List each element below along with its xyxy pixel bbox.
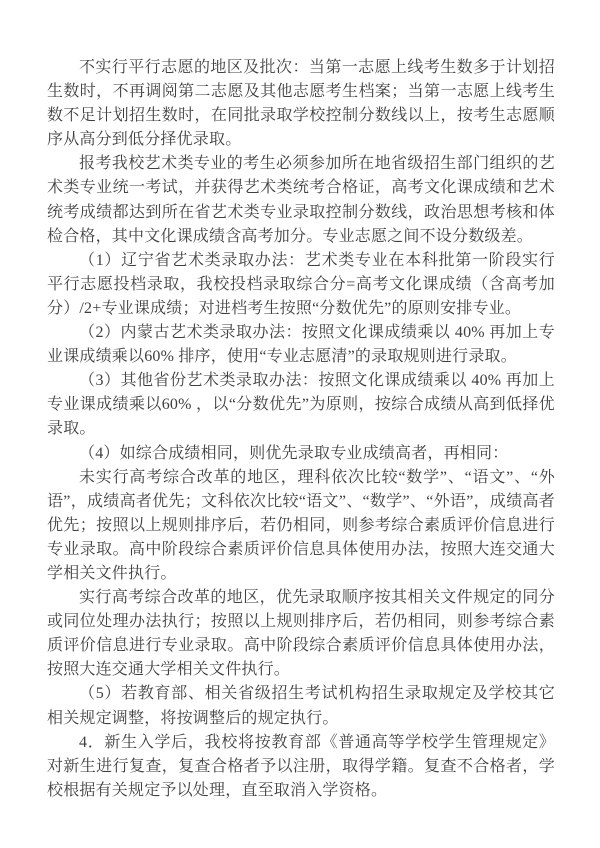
paragraph-item-4-enrollment-recheck: 4．新生入学后，我校将按教育部《普通高等学校学生管理规定》对新生进行复查，复查合格者予以注册，取得学籍。复查不合格者，学校根据有关规定予以处理，直至取消入学资格。 [47, 733, 555, 799]
paragraph-tie-break-non-reform-regions: 未实行高考综合改革的地区，理科依次比较“数学”、“语文”、“外语”，成绩高者优先；文科依次比较“语文”、“数学”、“外语”，成绩高者优先；按照以上规则排序后，若仍相同，则参考综合素质评价信息进行专业录取。高中阶段综合素质评价信息具体使用办法，按照大连交通大学相关文件执行。 [47, 468, 555, 582]
document-body [47, 56, 555, 803]
paragraph-tie-break-reform-regions: 实行高考综合改革的地区，优先录取顺序按其相关文件规定的同分或同位处理办法执行；按照以上规则排序后，若仍相同，则参考综合素质评价信息进行专业录取。高中阶段综合素质评价信息具体使用办法，按照大连交通大学相关文件执行。 [47, 589, 555, 679]
paragraph-art-exam-requirements: 报考我校艺术类专业的考生必须参加所在地省级招生部门组织的艺术类专业统一考试，并获得艺术类统考合格证，高考文化课成绩和艺术统考成绩都达到所在省艺术类专业录取控制分数线，政治思想考核和体检合格，其中文化课成绩含高考加分。专业志愿之间不设分数级差。 [47, 155, 555, 245]
paragraph-rule-5-adjustment: （5）若教育部、相关省级招生考试机构招生录取规定及学校其它相关规定调整，将按调整后的规定执行。 [47, 685, 555, 727]
paragraph-rule-4-tie-break: （4）如综合成绩相同，则优先录取专业成绩高者，再相同： [79, 444, 509, 462]
paragraph-rule-1-liaoning: （1）辽宁省艺术类录取办法：艺术类专业在本科批第一阶段实行平行志愿投档录取，我校投档录取综合分=高考文化课成绩（含高考加分）/2+专业课成绩；对进档考生按照“分数优先”的原则安排专业。 [47, 251, 555, 317]
paragraph-rule-3-other-provinces: （3）其他省份艺术类录取办法：按照文化课成绩乘以 40% 再加上专业课成绩乘以60% ，以“分数优先”为原则，按综合成绩从高到低择优录取。 [47, 372, 555, 438]
paragraph-rule-2-neimenggu: （2）内蒙古艺术类录取办法：按照文化课成绩乘以 40% 再加上专业课成绩乘以60% 排序，使用“专业志愿清”的录取规则进行录取。 [47, 324, 555, 366]
paragraph-non-parallel-volunteer-rule: 不实行平行志愿的地区及批次：当第一志愿上线考生数多于计划招生数时，不再调阅第二志愿及其他志愿考生档案；当第一志愿上线考生数不足计划招生数时，在同批录取学校控制分数线以上，按考生志愿顺序从高分到低分择优录取。 [47, 59, 555, 149]
